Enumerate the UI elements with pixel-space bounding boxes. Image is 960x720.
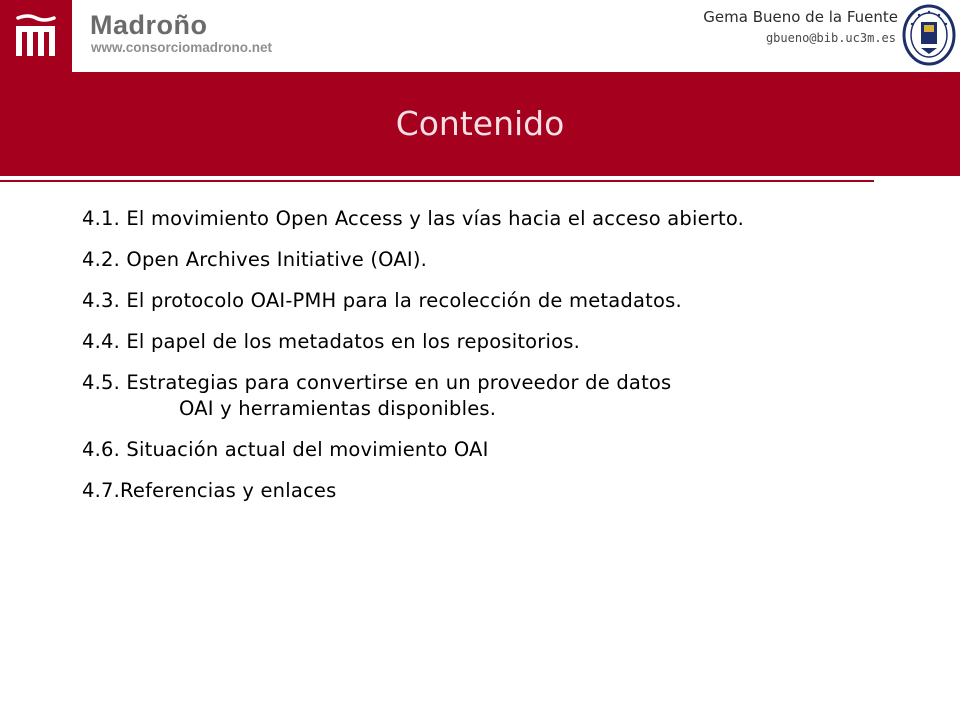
list-item [82, 437, 902, 463]
item-text: 4.2. Open Archives Initiative (OAI). [82, 248, 428, 271]
contents-list [82, 206, 902, 519]
list-item [82, 370, 902, 422]
list-item [82, 288, 902, 314]
list-item [82, 329, 902, 355]
header-bar [0, 0, 960, 72]
item-text: 4.7.Referencias y enlaces [82, 479, 337, 502]
item-text: 4.3. El protocolo OAI-PMH para la recolección de metadatos. [82, 289, 682, 312]
list-item [82, 478, 902, 504]
madrono-logo-icon [0, 0, 72, 72]
title-divider [0, 176, 874, 185]
slide-title: Contenido [395, 104, 565, 143]
divider-line [0, 180, 874, 182]
item-text: 4.4. El papel de los metadatos en los repositorios. [82, 330, 581, 353]
list-item [82, 206, 902, 232]
brand-url: www.consorciomadrono.net [91, 40, 273, 55]
university-seal-icon [902, 4, 956, 66]
brand-name: Madroño [90, 10, 208, 40]
list-item [82, 247, 902, 273]
item-text: 4.5. Estrategias para convertirse en un proveedor de datos [82, 371, 672, 394]
item-continuation: OAI y herramientas disponibles. [179, 397, 497, 420]
item-text: 4.1. El movimiento Open Access y las vías hacia el acceso abierto. [82, 207, 745, 230]
item-text: 4.6. Situación actual del movimiento OAI [82, 438, 489, 461]
author-name: Gema Bueno de la Fuente [703, 8, 898, 26]
author-email: gbueno@bib.uc3m.es [765, 31, 896, 45]
